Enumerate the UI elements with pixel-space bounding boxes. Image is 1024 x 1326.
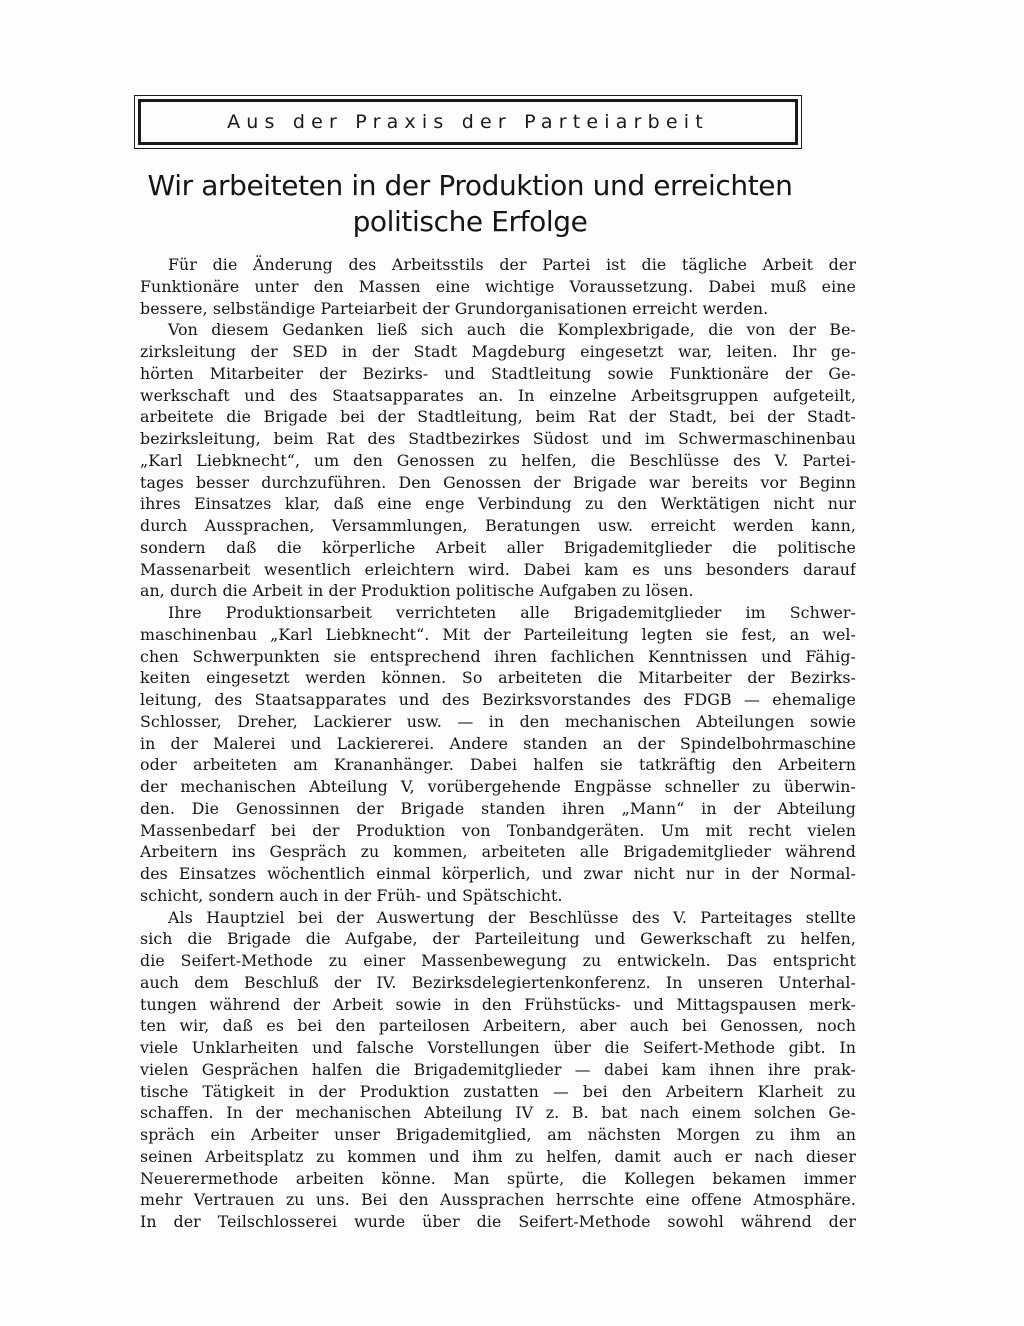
- body-line: Massenarbeit wesentlich erleichtern wird. Dabei kam es uns besonders darauf: [140, 559, 856, 579]
- body-line: Arbeitern ins Gespräch zu kommen, arbeiteten alle Brigademitglieder während: [140, 842, 856, 862]
- body-line: viele Unklarheiten und falsche Vorstellungen über die Seifert-Methode gibt. In: [140, 1038, 856, 1057]
- body-line: schaffen. In der mechanischen Abteilung IV z. B. bat nach einem solchen Ge-: [140, 1103, 856, 1123]
- body-line: Ihre Produktionsarbeit verrichteten alle Brigademitglieder im Schwer-: [168, 603, 856, 622]
- body-line: hörten Mitarbeiter der Bezirks- und Stadtleitung sowie Funktionäre der Ge-: [140, 363, 856, 383]
- body-line: sondern daß die körperliche Arbeit aller Brigademitglieder die politische: [140, 537, 856, 557]
- body-line: bessere, selbständige Parteiarbeit der Grundorganisationen erreicht werden.: [140, 298, 769, 318]
- body-line: des Einsatzes wöchentlich einmal körperlich, und zwar nicht nur in der Normal-: [140, 864, 856, 883]
- section-header-box: [138, 99, 798, 145]
- body-line: vielen Gesprächen halfen die Brigademitglieder — dabei kam ihnen ihre prak-: [140, 1059, 856, 1079]
- body-line: Von diesem Gedanken ließ sich auch die Komplexbrigade, die von der Be-: [168, 320, 856, 340]
- title-line: politische Erfolge: [352, 205, 588, 238]
- article-body: [140, 254, 856, 1233]
- body-line: chen Schwerpunkten sie entsprechend ihren fachlichen Kenntnissen und Fähig-: [140, 646, 856, 666]
- body-line: auch dem Beschluß der IV. Bezirksdelegiertenkonferenz. In unseren Unterhal-: [140, 972, 856, 992]
- body-line: ten wir, daß es bei den parteilosen Arbeitern, aber auch bei Genossen, noch: [140, 1016, 856, 1036]
- body-line: Neuerermethode arbeiten könne. Man spürte, die Kollegen bekamen immer: [140, 1168, 856, 1188]
- body-line: In der Teilschlosserei wurde über die Seifert-Methode sowohl während der: [140, 1212, 856, 1231]
- body-line: arbeitete die Brigade bei der Stadtleitung, beim Rat der Stadt, bei der Stadt-: [140, 407, 856, 427]
- body-line: seinen Arbeitsplatz zu kommen und ihm zu helfen, damit auch er nach dieser: [140, 1146, 856, 1166]
- body-line: den. Die Genossinnen der Brigade standen ihren „Mann“ in der Abteilung: [140, 798, 856, 818]
- body-line: Für die Änderung des Arbeitsstils der Partei ist die tägliche Arbeit der: [168, 255, 856, 274]
- section-header-text: Aus der Praxis der Parteiarbeit: [227, 111, 709, 133]
- title-line: Wir arbeiteten in der Produktion und erreichten: [147, 169, 793, 202]
- body-line: mehr Vertrauen zu uns. Bei den Aussprachen herrschte eine offene Atmosphäre.: [140, 1190, 856, 1210]
- body-line: „Karl Liebknecht“, um den Genossen zu helfen, die Beschlüsse des V. Partei-: [140, 450, 856, 470]
- body-line: die Seifert-Methode zu einer Massenbewegung zu entwickeln. Das entspricht: [140, 951, 856, 970]
- body-line: durch Aussprachen, Versammlungen, Beratungen usw. erreicht werden kann,: [140, 516, 856, 535]
- body-line: Massenbedarf bei der Produktion von Tonbandgeräten. Um mit recht vielen: [140, 820, 856, 840]
- body-line: keiten eingesetzt werden können. So arbeiteten die Mitarbeiter der Bezirks-: [140, 668, 856, 688]
- body-line: zirksleitung der SED in der Stadt Magdeburg eingesetzt war, leiten. Ihr ge-: [140, 342, 856, 361]
- body-line: spräch ein Arbeiter unser Brigademitglied, am nächsten Morgen zu ihm an: [140, 1125, 856, 1144]
- body-line: Als Hauptziel bei der Auswertung der Beschlüsse des V. Parteitages stellte: [168, 907, 856, 927]
- body-line: an, durch die Arbeit in der Produktion politische Aufgaben zu lösen.: [140, 581, 694, 601]
- body-line: tungen während der Arbeit sowie in den Frühstücks- und Mittagspausen merk-: [140, 994, 856, 1014]
- article-title: [120, 168, 820, 240]
- body-line: ihres Einsatzes klar, daß eine enge Verbindung zu den Werktätigen nicht nur: [140, 494, 856, 514]
- body-line: maschinenbau „Karl Liebknecht“. Mit der Parteileitung legten sie fest, an wel-: [140, 624, 856, 644]
- body-line: Funktionäre unter den Massen eine wichtige Voraussetzung. Dabei muß eine: [140, 276, 856, 296]
- body-line: in der Malerei und Lackiererei. Andere standen an der Spindelbohrmaschine: [140, 733, 856, 753]
- body-line: bezirksleitung, beim Rat des Stadtbezirkes Südost und im Schwermaschinenbau: [140, 429, 856, 448]
- body-line: schicht, sondern auch in der Früh- und Spätschicht.: [140, 885, 563, 905]
- body-line: der mechanischen Abteilung V, vorübergehende Engpässe schneller zu überwin-: [140, 777, 856, 796]
- body-line: oder arbeiteten am Krananhänger. Dabei halfen sie tatkräftig den Arbeitern: [140, 755, 856, 775]
- body-line: tische Tätigkeit in der Produktion zustatten — bei den Arbeitern Klarheit zu: [140, 1081, 856, 1101]
- body-line: tages besser durchzuführen. Den Genossen der Brigade war bereits vor Beginn: [140, 472, 856, 492]
- body-line: werkschaft und des Staatsapparates an. In einzelne Arbeitsgruppen aufgeteilt,: [140, 385, 856, 405]
- body-line: leitung, des Staatsapparates und des Bezirksvorstandes des FDGB — ehemalige: [140, 690, 856, 709]
- body-line: Schlosser, Dreher, Lackierer usw. — in den mechanischen Abteilungen sowie: [140, 711, 856, 731]
- body-line: sich die Brigade die Aufgabe, der Parteileitung und Gewerkschaft zu helfen,: [140, 929, 856, 949]
